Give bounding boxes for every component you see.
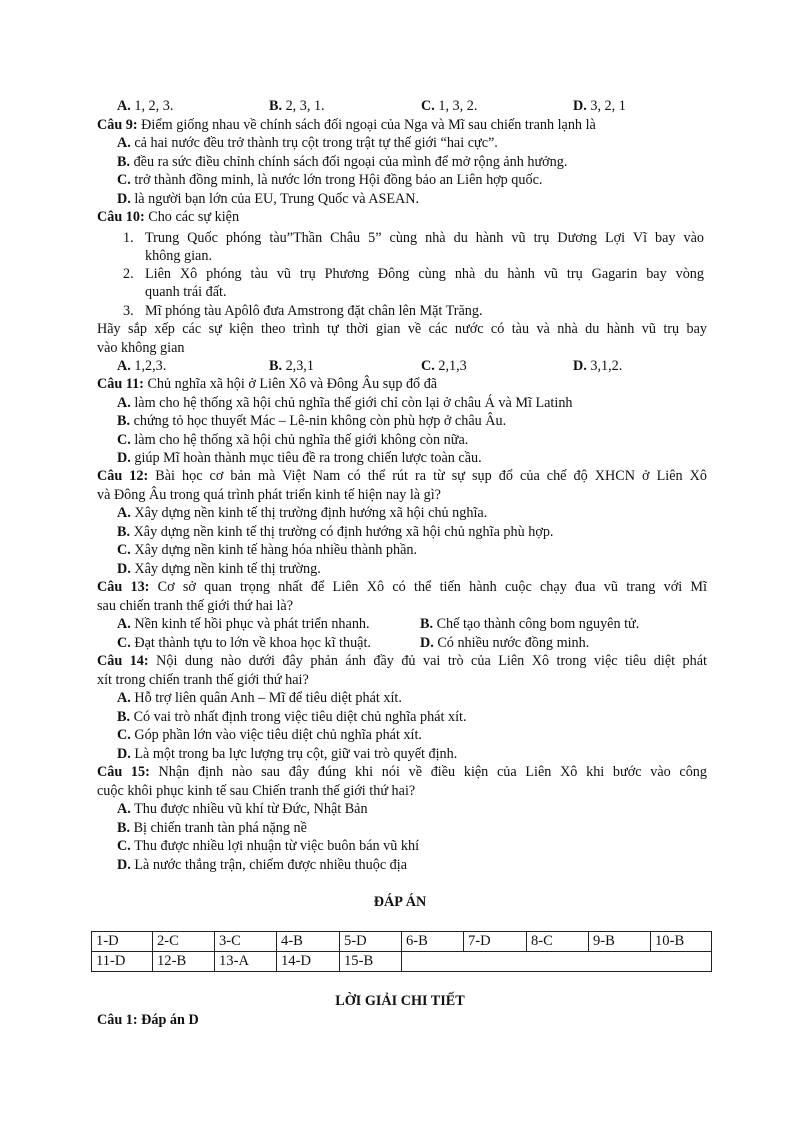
q15-option-d: D. Là nước thắng trận, chiếm được nhiều thuộc địa	[117, 857, 408, 873]
answer-row-2	[92, 952, 712, 972]
q12-question-cont: và Đông Âu trong quá trình phát triển kinh tế hiện nay là gì?	[97, 487, 441, 503]
answer-cell: 2-C	[153, 932, 215, 952]
q13-option-b: B. Chế tạo thành công bom nguyên tử.	[420, 616, 640, 632]
answer-cell: 13-A	[215, 952, 277, 972]
q14-option-a: A. Hỗ trợ liên quân Anh – Mĩ để tiêu diệt phát xít.	[117, 690, 402, 706]
answer-cell-empty	[402, 952, 712, 972]
q10-option-b: B. 2,3,1	[269, 358, 314, 374]
solution-title: LỜI GIẢI CHI TIẾT	[335, 993, 465, 1009]
answer-cell: 11-D	[92, 952, 153, 972]
q9-question: Câu 9: Điểm giống nhau về chính sách đối ngoại của Nga và Mĩ sau chiến tranh lạnh là	[97, 117, 596, 133]
answer-cell: 7-D	[464, 932, 527, 952]
q10-prompt: Hãy sắp xếp các sự kiện theo trình tự thời gian về các nước có tàu và nhà du hành vũ trụ bay	[97, 321, 707, 337]
q9-option-b: B. đều ra sức điều chỉnh chính sách đối ngoại của mình để mở rộng ảnh hưởng.	[117, 154, 568, 170]
q8-option-a: A. 1, 2, 3.	[117, 98, 174, 114]
q10-event-3: Mĩ phóng tàu Apôlô đưa Amstrong đặt chân lên Mặt Trăng.	[145, 303, 483, 319]
q14-option-c: C. Góp phần lớn vào việc tiêu diệt chủ nghĩa phát xít.	[117, 727, 422, 743]
q13-question: Câu 13: Cơ sở quan trọng nhất để Liên Xô có thể tiến hành cuộc chạy đua vũ trang với Mĩ	[97, 579, 707, 595]
q11-question: Câu 11: Chủ nghĩa xã hội ở Liên Xô và Đông Âu sụp đổ đã	[97, 376, 438, 392]
answer-cell: 14-D	[277, 952, 340, 972]
q13-option-a: A. Nền kinh tế hồi phục và phát triển nhanh.	[117, 616, 370, 632]
answer-cell: 8-C	[527, 932, 589, 952]
answer-cell: 5-D	[340, 932, 402, 952]
q8-option-c: C. 1, 3, 2.	[421, 98, 478, 114]
q9-option-d: D. là người bạn lớn của EU, Trung Quốc và ASEAN.	[117, 191, 420, 207]
q11-option-b: B. chứng tỏ học thuyết Mác – Lê-nin không còn phù hợp ở châu Âu.	[117, 413, 507, 429]
q10-event-3-number: 3.	[123, 303, 134, 319]
q11-option-a: A. làm cho hệ thống xã hội chủ nghĩa thế giới chỉ còn lại ở châu Á và Mĩ Latinh	[117, 395, 573, 411]
q13-option-c: C. Đạt thành tựu to lớn về khoa học kĩ thuật.	[117, 635, 371, 651]
q10-event-2-number: 2.	[123, 266, 134, 282]
q13-question-cont: sau chiến tranh thế giới thứ hai là?	[97, 598, 294, 614]
q10-option-d: D. 3,1,2.	[573, 358, 623, 374]
q12-option-b: B. Xây dựng nền kinh tế thị trường có định hướng xã hội chủ nghĩa phù hợp.	[117, 524, 554, 540]
q11-option-c: C. làm cho hệ thống xã hội chủ nghĩa thế giới không còn nữa.	[117, 432, 469, 448]
answer-row-1	[92, 932, 712, 952]
q10-event-2-cont: quanh trái đất.	[145, 284, 227, 300]
q11-option-d: D. giúp Mĩ hoàn thành mục tiêu đề ra trong chiến lược toàn cầu.	[117, 450, 482, 466]
q12-option-a: A. Xây dựng nền kinh tế thị trường định hướng xã hội chủ nghĩa.	[117, 505, 488, 521]
q15-option-a: A. Thu được nhiều vũ khí từ Đức, Nhật Bản	[117, 801, 368, 817]
q12-option-c: C. Xây dựng nền kinh tế hàng hóa nhiều thành phần.	[117, 542, 418, 558]
q15-question: Câu 15: Nhận định nào sau đây đúng khi nói về điều kiện của Liên Xô khi bước vào công	[97, 764, 707, 780]
q10-option-a: A. 1,2,3.	[117, 358, 167, 374]
q9-option-a: A. cả hai nước đều trở thành trụ cột trong trật tự thế giới “hai cực”.	[117, 135, 498, 151]
answer-cell: 9-B	[589, 932, 651, 952]
q14-question-cont: xít trong chiến tranh thế giới thứ hai?	[97, 672, 309, 688]
q13-option-d: D. Có nhiều nước đồng minh.	[420, 635, 590, 651]
q10-event-1: Trung Quốc phóng tàu”Thần Châu 5” cùng nhà du hành vũ trụ Dương Lợi Vĩ bay vào	[145, 230, 704, 246]
answer-cell: 15-B	[340, 952, 402, 972]
q10-option-c: C. 2,1,3	[421, 358, 467, 374]
q8-option-b: B. 2, 3, 1.	[269, 98, 325, 114]
q10-event-2: Liên Xô phóng tàu vũ trụ Phương Đông cùng nhà du hành vũ trụ Gagarin bay vòng	[145, 266, 704, 282]
q12-question: Câu 12: Bài học cơ bản mà Việt Nam có thể rút ra từ sự sụp đổ của chế độ XHCN ở Liên Xô	[97, 468, 707, 484]
answer-cell: 6-B	[402, 932, 464, 952]
q10-event-1-cont: không gian.	[145, 248, 212, 264]
q14-option-d: D. Là một trong ba lực lượng trụ cột, giữ vai trò quyết định.	[117, 746, 458, 762]
q9-option-c: C. trở thành đồng minh, là nước lớn trong Hội đồng bảo an Liên hợp quốc.	[117, 172, 543, 188]
q8-option-d: D. 3, 2, 1	[573, 98, 626, 114]
solution-q1: Câu 1: Đáp án D	[97, 1012, 199, 1028]
answer-cell: 12-B	[153, 952, 215, 972]
q10-question: Câu 10: Cho các sự kiện	[97, 209, 240, 225]
q10-event-1-number: 1.	[123, 230, 134, 246]
answer-cell: 10-B	[651, 932, 712, 952]
answer-key-title: ĐÁP ÁN	[373, 894, 427, 910]
q15-option-c: C. Thu được nhiều lợi nhuận từ việc buôn bán vũ khí	[117, 838, 420, 854]
q10-prompt-cont: vào không gian	[97, 340, 185, 356]
q14-option-b: B. Có vai trò nhất định trong việc tiêu diệt chủ nghĩa phát xít.	[117, 709, 467, 725]
q12-option-d: D. Xây dựng nền kinh tế thị trường.	[117, 561, 321, 577]
q15-option-b: B. Bị chiến tranh tàn phá nặng nề	[117, 820, 307, 836]
answer-cell: 3-C	[215, 932, 277, 952]
answer-key-table	[91, 931, 712, 972]
answer-cell: 1-D	[92, 932, 153, 952]
answer-cell: 4-B	[277, 932, 340, 952]
q15-question-cont: cuộc khôi phục kinh tế sau Chiến tranh thế giới thứ hai?	[97, 783, 416, 799]
q14-question: Câu 14: Nội dung nào dưới đây phản ánh đầy đủ vai trò của Liên Xô trong việc tiêu diệt phát	[97, 653, 707, 669]
